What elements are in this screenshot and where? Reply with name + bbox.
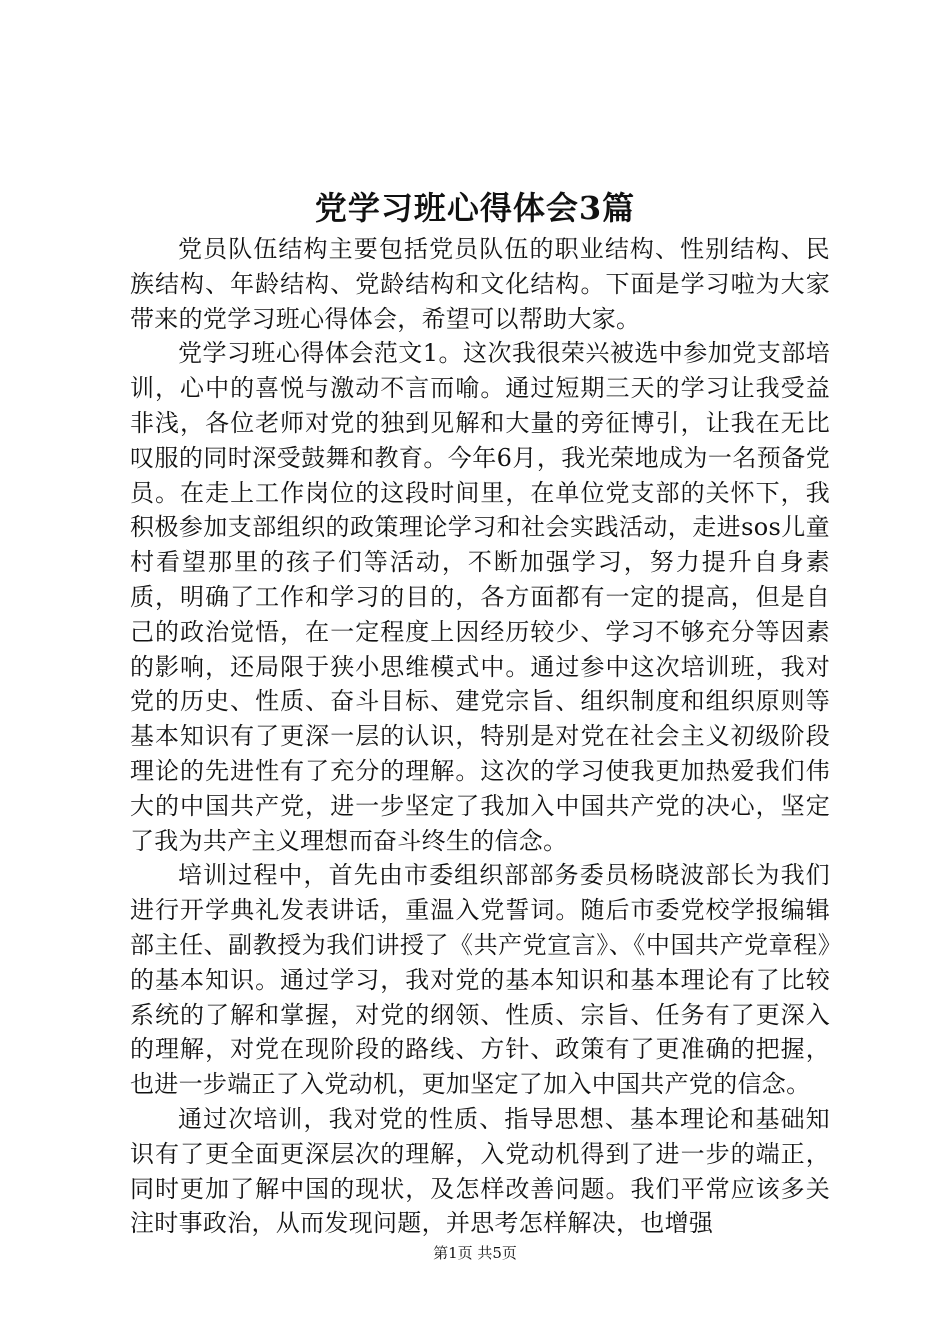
- paragraph-training-process: 培训过程中，首先由市委组织部部务委员杨晓波部长为我们进行开学典礼发表讲话，重温入党誓词。随后市委党校学报编辑部主任、副教授为我们讲授了《共产党宣言》、《中国共产党章程》的基本知识。通过学习，我对党的基本知识和基本理论有了比较系统的了解和掌握，对党的纲领、性质、宗旨、任务有了更深入的理解，对党在现阶段的路线、方针、政策有了更准确的把握，也进一步端正了入党动机，更加坚定了加入中国共产党的信念。: [130, 861, 830, 1099]
- paragraph-sample-1: 党学习班心得体会范文1。这次我很荣兴被选中参加党支部培训，心中的喜悦与激动不言而喻。通过短期三天的学习让我受益非浅，各位老师对党的独到见解和大量的旁征博引，让我在无比叹服的同时深受鼓舞和教育。今年6月，我光荣地成为一名预备党员。在走上工作岗位的这段时间里，在单位党支部的关怀下，我积极参加支部组织的政策理论学习和社会实践活动，走进sos儿童村看望那里的孩子们等活动，不断加强学习，努力提升自身素质，明确了工作和学习的目的，各方面都有一定的提高，但是自己的政治觉悟，在一定程度上因经历较少、学习不够充分等因素的影响，还局限于狭小思维模式中。通过参中这次培训班，我对党的历史、性质、奋斗目标、建党宗旨、组织制度和组织原则等基本知识有了更深一层的认识，特别是对党在社会主义初级阶段理论的先进性有了充分的理解。这次的学习使我更加热爱我们伟大的中国共产党，进一步坚定了我加入中国共产党的决心，坚定了我为共产主义理想而奋斗终生的信念。: [130, 339, 830, 855]
- paragraph-intro: 党员队伍结构主要包括党员队伍的职业结构、性别结构、民族结构、年龄结构、党龄结构和文化结构。下面是学习啦为大家带来的党学习班心得体会，希望可以帮助大家。: [130, 235, 830, 333]
- page-footer: 第1页 共5页: [433, 1244, 517, 1262]
- page-title: 党学习班心得体会3篇: [314, 189, 636, 227]
- paragraph-training-result: 通过次培训，我对党的性质、指导思想、基本理论和基础知识有了更全面更深层次的理解，入党动机得到了进一步的端正，同时更加了解中国的现状，及怎样改善问题。我们平常应该多关注时事政治，从而发现问题，并思考怎样解决，也增强: [130, 1104, 830, 1238]
- document-body: [130, 232, 830, 1241]
